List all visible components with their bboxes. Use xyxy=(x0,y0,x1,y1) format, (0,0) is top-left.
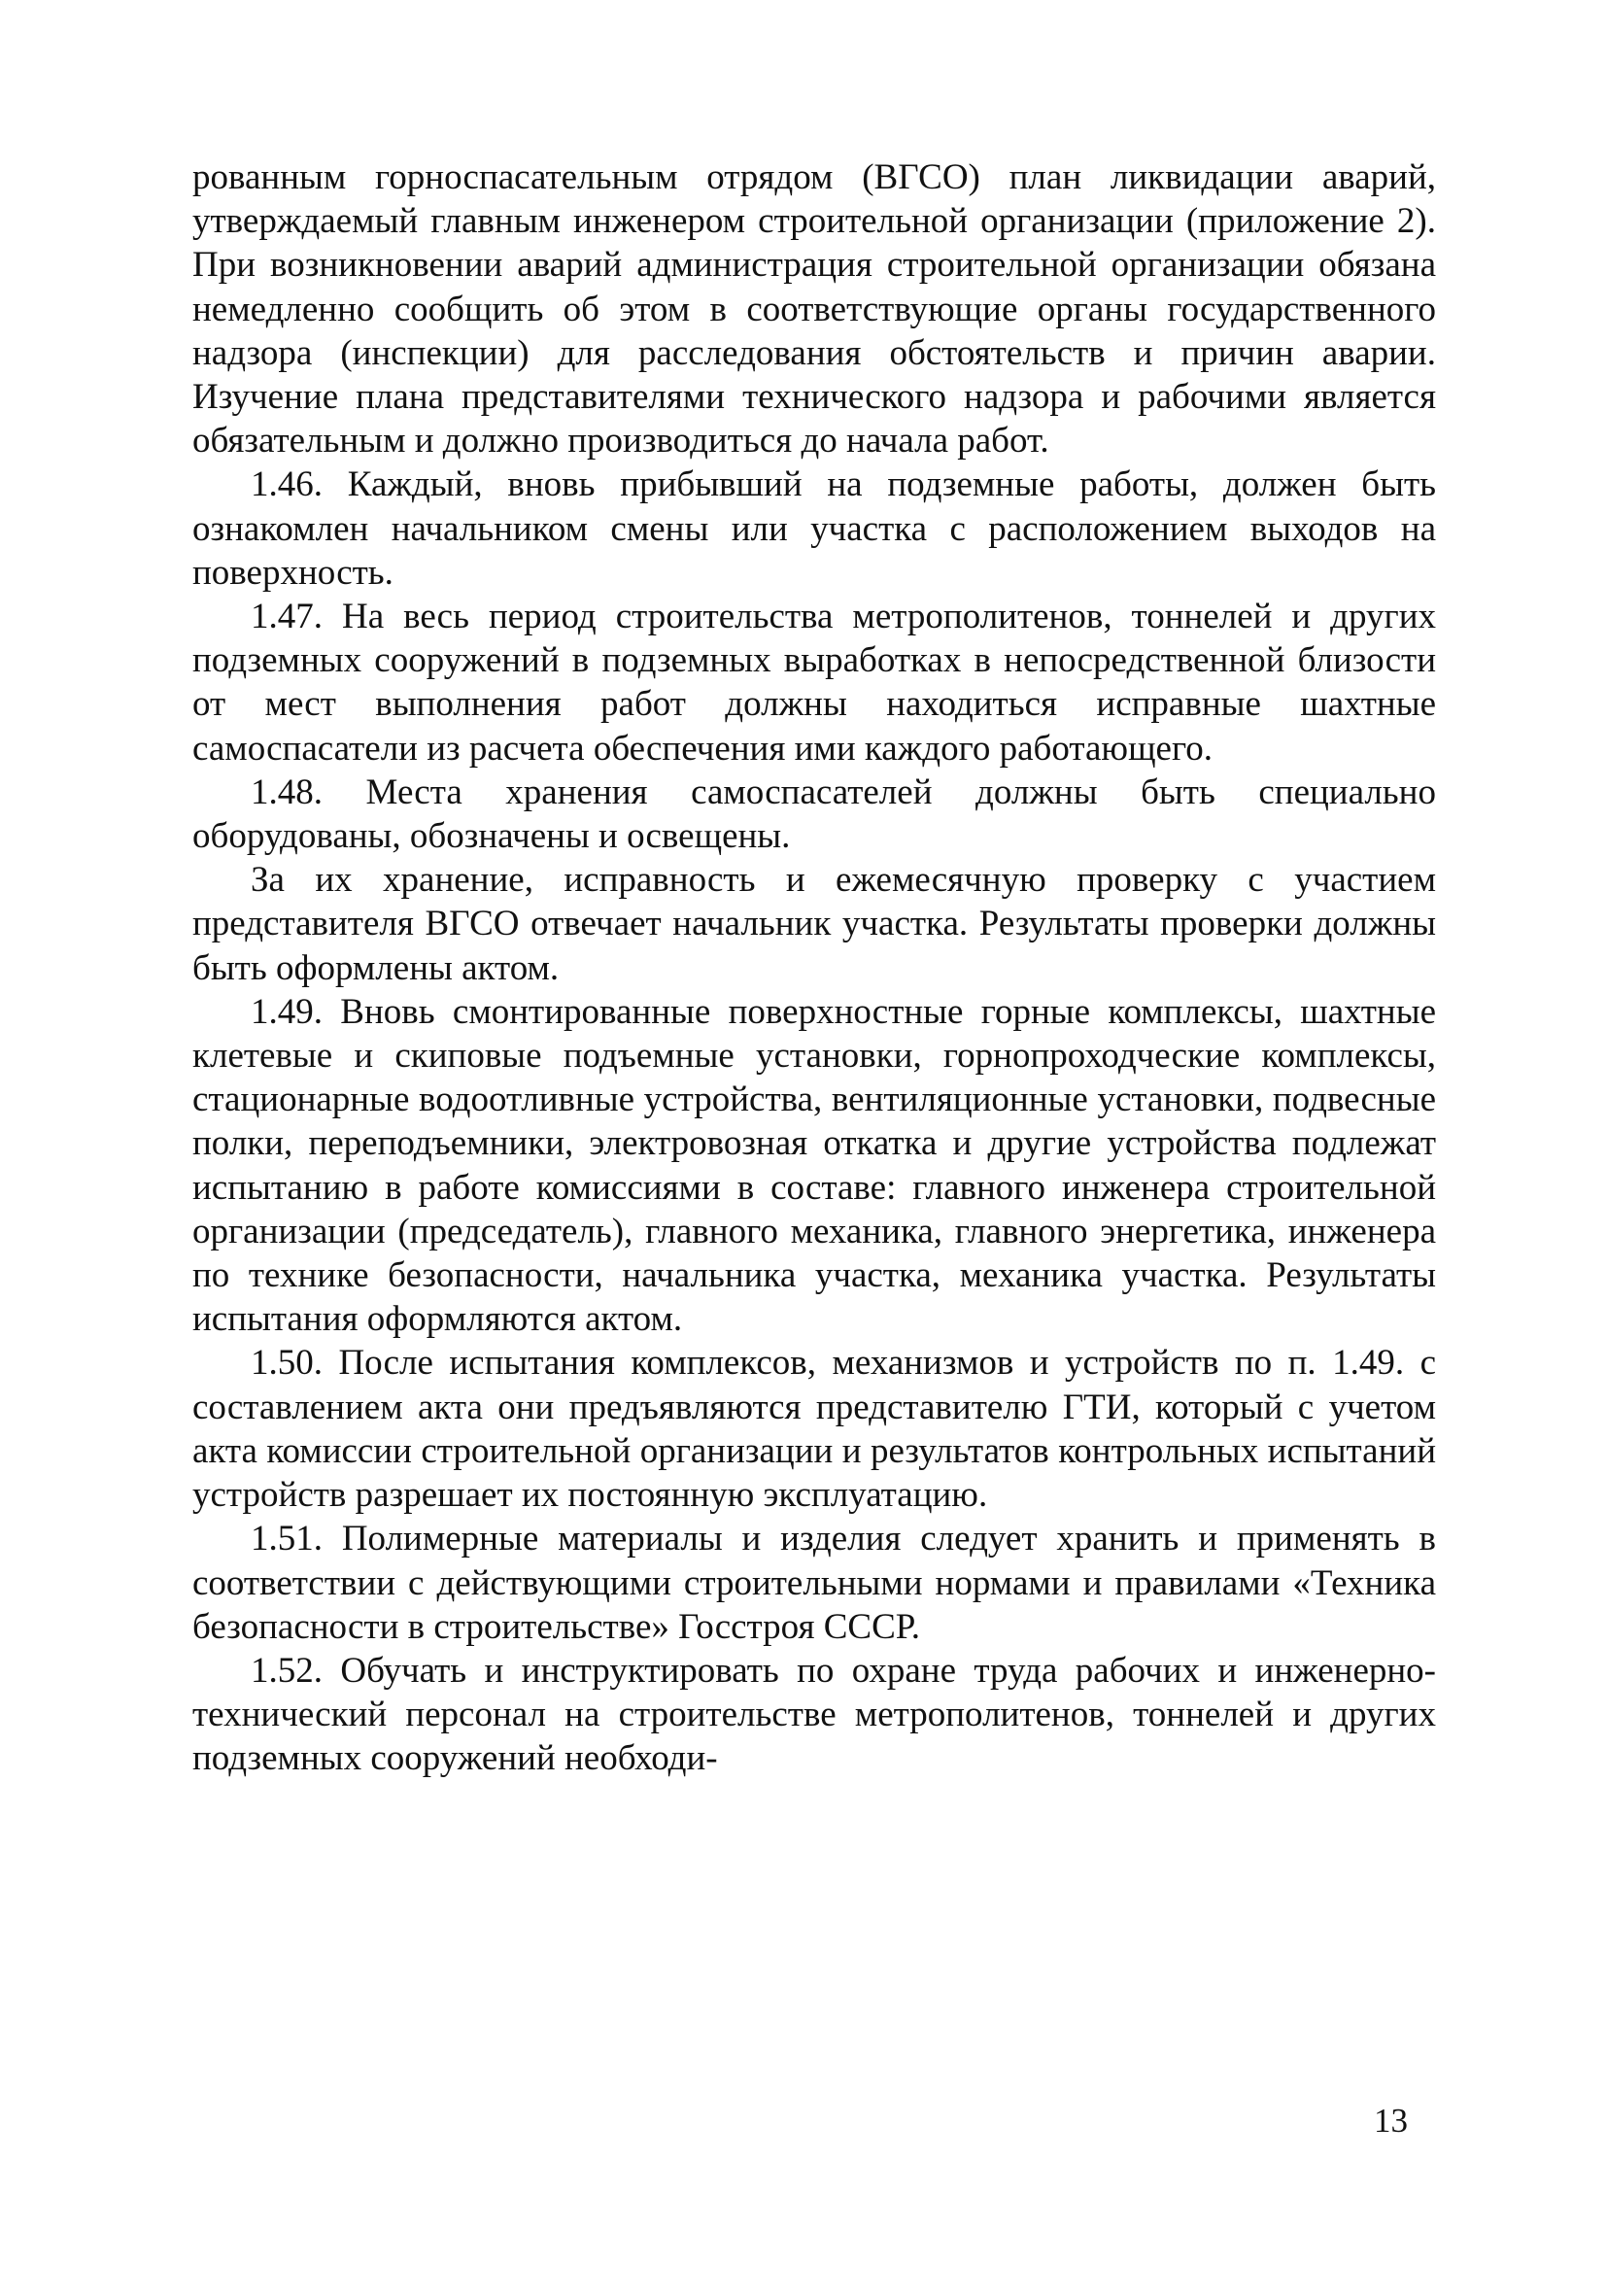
paragraph-1-48-storage: За их хранение, исправность и ежемесячную проверку с участием представителя ВГСО отвечает начальник участка. Результаты проверки должны быть оформлены актом. xyxy=(192,860,1436,988)
paragraph-1-51: 1.51. Полимерные материалы и изделия следует хранить и применять в соответствии с действующими строительными нормами и правилами «Техника безопасности в строительстве» Госстроя СССР. xyxy=(192,1519,1436,1647)
paragraph-continuation: рованным горноспасательным отрядом (ВГСО) план ликвидации аварий, утверждаемый главным инженером строительной организации (приложение 2). При возникновении аварий администрация строительной организации обязана немедленно сообщить об этом в соответствующие органы государственного надзора (инспекции) для расследования обстоятельств и причин аварии. Изучение плана представителями технического надзора и рабочими является обязательным и должно производиться до начала работ. xyxy=(192,157,1436,462)
paragraph-1-49: 1.49. Вновь смонтированные поверхностные горные комплексы, шахтные клетевые и скиповые подъемные установки, горнопроходческие комплексы, стационарные водоотливные устройства, вентиляционные установки, подвесные полки, переподъемники, электровозная откатка и другие устройства подлежат испытанию в работе комиссиями в составе: главного инженера строительной организации (председатель), главного механика, главного энергетика, инженера по технике безопасности, начальника участка, механика участка. Результаты испытания оформляются актом. xyxy=(192,991,1436,1340)
paragraph-1-50: 1.50. После испытания комплексов, механизмов и устройств по п. 1.49. с составлением акта они предъявляются представителю ГТИ, который с учетом акта комиссии строительной организации и результатов контрольных испытаний устройств разрешает их постоянную эксплуатацию. xyxy=(192,1343,1436,1516)
paragraph-1-52: 1.52. Обучать и инструктировать по охране труда рабочих и инженерно-технический персонал на строительстве метрополитенов, тоннелей и других подземных сооружений необходи- xyxy=(192,1650,1436,1779)
page-number: 13 xyxy=(1374,2102,1408,2140)
paragraph-1-46: 1.46. Каждый, вновь прибывший на подземные работы, должен быть ознакомлен начальником смены или участка с расположением выходов на поверхность. xyxy=(192,464,1436,593)
paragraph-1-47: 1.47. На весь период строительства метрополитенов, тоннелей и других подземных сооружений в подземных выработках в непосредственной близости от мест выполнения работ должны находиться исправные шахтные самоспасатели из расчета обеспечения ими каждого работающего. xyxy=(192,597,1436,769)
paragraph-1-48: 1.48. Места хранения самоспасателей должны быть специально оборудованы, обозначены и освещены. xyxy=(192,771,1436,857)
page-body xyxy=(192,155,1436,1781)
